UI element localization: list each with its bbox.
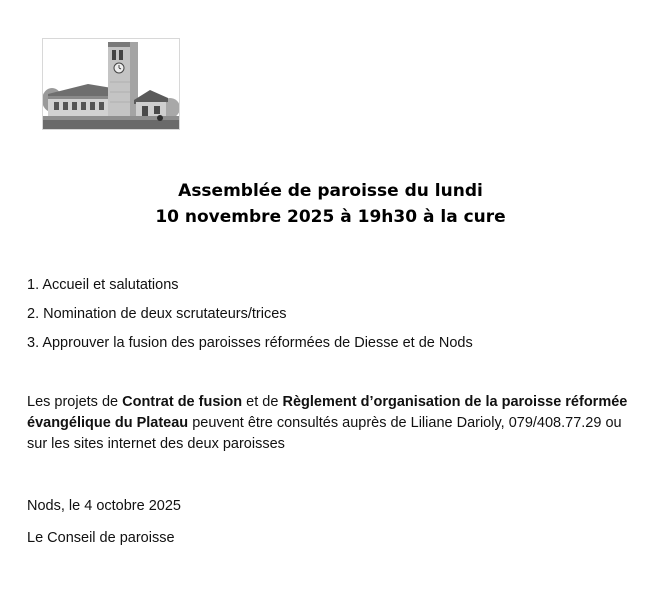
agenda-item: 3. Approuver la fusion des paroisses réformées de Diesse et de Nods bbox=[27, 335, 473, 351]
agenda-list bbox=[27, 274, 473, 361]
notice-text: et de bbox=[242, 394, 283, 410]
notice-text: Les projets de bbox=[27, 394, 123, 410]
title-line-2: 10 novembre 2025 à 19h30 à la cure bbox=[155, 207, 506, 227]
place-date: Nods, le 4 octobre 2025 bbox=[27, 498, 181, 514]
church-photo bbox=[42, 38, 180, 130]
title-line-1: Assemblée de paroisse du lundi bbox=[178, 181, 483, 201]
agenda-item: 1. Accueil et salutations bbox=[27, 277, 179, 293]
notice-text: peuvent être consultés auprès de Liliane Darioly, 079/408.77.29 ou sur les sites internet des deux paroisses bbox=[27, 415, 622, 452]
meeting-title bbox=[0, 178, 661, 230]
notice-paragraph bbox=[27, 392, 637, 455]
agenda-item: 2. Nomination de deux scrutateurs/trices bbox=[27, 306, 287, 322]
notice-bold-contract: Contrat de fusion bbox=[122, 394, 243, 410]
notice-bold-regulation: Règlement d’organisation de la paroisse réformée évangélique du Plateau bbox=[27, 394, 628, 431]
signature: Le Conseil de paroisse bbox=[27, 530, 175, 546]
church-image-icon bbox=[42, 38, 180, 130]
